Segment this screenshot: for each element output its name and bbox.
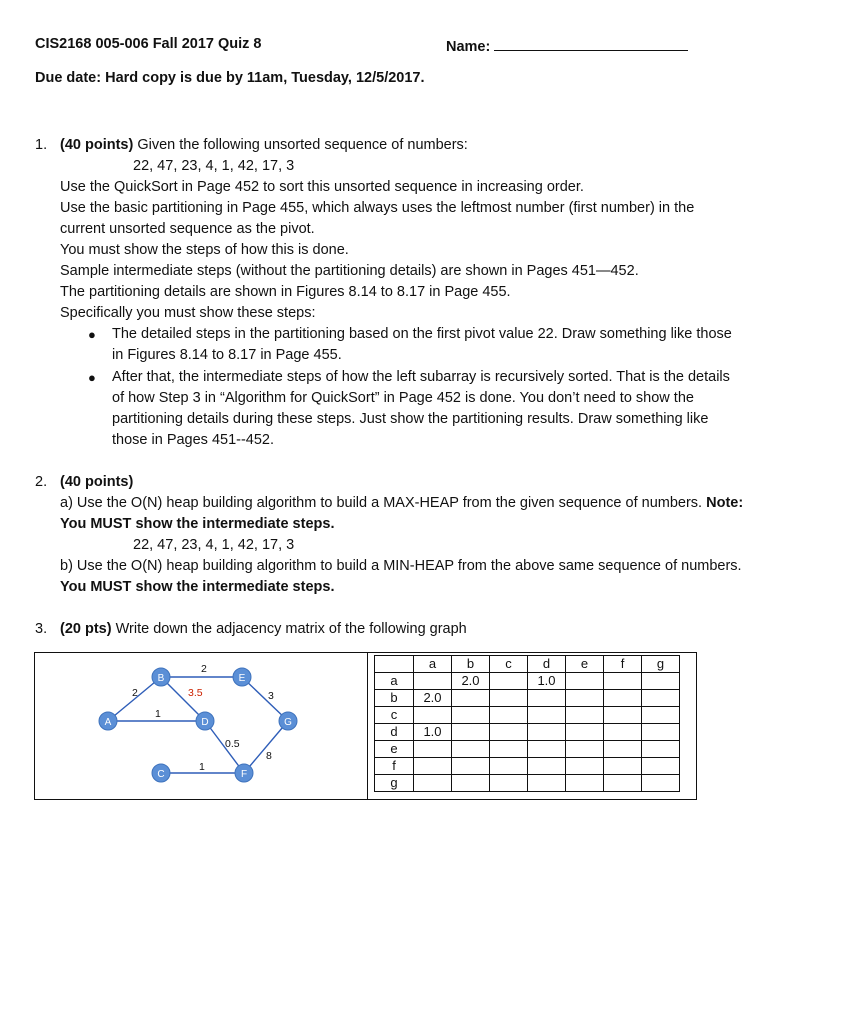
course-title: CIS2168 005-006 Fall 2017 Quiz 8	[35, 36, 262, 52]
node-label-f: F	[240, 769, 248, 780]
matrix-cell[interactable]	[528, 741, 566, 758]
matrix-cell[interactable]	[642, 741, 680, 758]
q2-a-text: a) Use the O(N) heap building algorithm to build a MAX-HEAP from the given sequence of numbers.	[60, 495, 707, 511]
weight-b-e: 2	[201, 663, 207, 675]
matrix-cell[interactable]	[604, 741, 642, 758]
matrix-col-header: f	[604, 656, 642, 673]
q3-desc: Write down the adjacency matrix of the following graph	[111, 621, 467, 637]
matrix-cell[interactable]	[452, 707, 490, 724]
adjacency-matrix	[374, 655, 680, 792]
edge-e-g	[242, 677, 288, 721]
q2-a-line2: You MUST show the intermediate steps.	[60, 516, 335, 532]
bullet-icon: ●	[88, 370, 96, 385]
matrix-cell[interactable]: 1.0	[528, 673, 566, 690]
matrix-cell[interactable]	[528, 690, 566, 707]
q1-bullet1-line: in Figures 8.14 to 8.17 in Page 455.	[112, 347, 342, 363]
bullet-icon: ●	[88, 327, 96, 342]
q1-line: Use the QuickSort in Page 452 to sort this unsorted sequence in increasing order.	[60, 179, 584, 195]
matrix-cell[interactable]	[566, 775, 604, 792]
matrix-cell[interactable]	[604, 758, 642, 775]
matrix-cell[interactable]	[566, 758, 604, 775]
q1-line: Use the basic partitioning in Page 455, which always uses the leftmost number (first number) in the	[60, 200, 695, 216]
weight-b-d: 3.5	[188, 687, 203, 699]
matrix-col-header: d	[528, 656, 566, 673]
matrix-cell[interactable]	[490, 724, 528, 741]
q2-points: (40 points)	[60, 474, 134, 490]
node-label-c: C	[157, 769, 165, 780]
matrix-col-header: a	[414, 656, 452, 673]
matrix-cell[interactable]	[452, 690, 490, 707]
matrix-row-header: c	[375, 707, 414, 724]
q2-b-line2: You MUST show the intermediate steps.	[60, 579, 335, 595]
q1-line: Sample intermediate steps (without the partitioning details) are shown in Pages 451—452.	[60, 263, 639, 279]
node-label-e: E	[238, 673, 246, 684]
matrix-cell[interactable]	[490, 707, 528, 724]
matrix-row-header: d	[375, 724, 414, 741]
matrix-cell[interactable]	[642, 775, 680, 792]
node-label-g: G	[284, 717, 292, 728]
name-label: Name:	[446, 39, 491, 55]
matrix-row	[375, 775, 680, 792]
q1-line: Specifically you must show these steps:	[60, 305, 316, 321]
matrix-row	[375, 690, 680, 707]
matrix-cell[interactable]	[566, 724, 604, 741]
matrix-cell[interactable]	[490, 741, 528, 758]
matrix-row	[375, 758, 680, 775]
matrix-cell[interactable]	[604, 673, 642, 690]
graph-figure	[34, 652, 368, 800]
matrix-cell[interactable]: 2.0	[414, 690, 452, 707]
matrix-cell[interactable]	[566, 741, 604, 758]
weight-e-g: 3	[268, 690, 274, 702]
matrix-cell[interactable]: 1.0	[414, 724, 452, 741]
matrix-cell[interactable]: 2.0	[452, 673, 490, 690]
q2-a-line	[60, 495, 743, 511]
matrix-cell[interactable]	[452, 775, 490, 792]
matrix-cell[interactable]	[490, 690, 528, 707]
q3-number: 3.	[35, 621, 48, 637]
q1-bullet2-line: those in Pages 451--452.	[112, 432, 275, 448]
matrix-row-header: f	[375, 758, 414, 775]
q1-bullet2-line: partitioning details during these steps. Just show the partitioning results. Draw something like	[112, 411, 709, 427]
matrix-cell[interactable]	[414, 741, 452, 758]
q2-number: 2.	[35, 474, 48, 490]
q1-bullet2-line: After that, the intermediate steps of how the left subarray is recursively sorted. That is the details	[112, 369, 730, 385]
matrix-cell[interactable]	[604, 775, 642, 792]
matrix-cell[interactable]	[642, 673, 680, 690]
matrix-cell[interactable]	[566, 690, 604, 707]
q1-line: You must show the steps of how this is done.	[60, 242, 349, 258]
matrix-cell[interactable]	[452, 741, 490, 758]
matrix-col-header: e	[566, 656, 604, 673]
q1-intro	[60, 137, 468, 153]
matrix-row	[375, 724, 680, 741]
matrix-cell[interactable]	[414, 775, 452, 792]
matrix-row	[375, 673, 680, 690]
matrix-cell[interactable]	[528, 724, 566, 741]
node-label-a: A	[104, 717, 112, 728]
q1-bullet1-line: The detailed steps in the partitioning based on the first pivot value 22. Draw something like those	[112, 326, 732, 342]
matrix-row-header: a	[375, 673, 414, 690]
due-date: Due date: Hard copy is due by 11am, Tuesday, 12/5/2017.	[35, 70, 425, 86]
name-field[interactable]	[446, 36, 688, 55]
matrix-col-header: c	[490, 656, 528, 673]
q2-sequence: 22, 47, 23, 4, 1, 42, 17, 3	[133, 537, 295, 553]
weight-g-f: 8	[266, 750, 272, 762]
q3-text	[60, 621, 467, 637]
matrix-col-header: g	[642, 656, 680, 673]
matrix-cell[interactable]	[566, 707, 604, 724]
weight-d-f: 0.5	[225, 738, 240, 750]
q2-b-line: b) Use the O(N) heap building algorithm to build a MIN-HEAP from the above same sequence of numbers.	[60, 558, 742, 574]
matrix-cell[interactable]	[414, 707, 452, 724]
matrix-cell[interactable]	[528, 758, 566, 775]
matrix-row-header: g	[375, 775, 414, 792]
matrix-cell[interactable]	[642, 758, 680, 775]
weight-a-b: 2	[132, 687, 138, 699]
node-label-d: D	[201, 717, 209, 728]
edge-g-f	[244, 721, 288, 773]
q1-bullet2-line: of how Step 3 in “Algorithm for QuickSort” in Page 452 is done. You don’t need to show the	[112, 390, 694, 406]
q1-line: current unsorted sequence as the pivot.	[60, 221, 315, 237]
q1-line: The partitioning details are shown in Figures 8.14 to 8.17 in Page 455.	[60, 284, 511, 300]
matrix-row	[375, 707, 680, 724]
matrix-cell[interactable]	[414, 673, 452, 690]
matrix-cell[interactable]	[490, 758, 528, 775]
matrix-cell[interactable]	[490, 775, 528, 792]
node-label-b: B	[157, 673, 165, 684]
graph-svg	[35, 653, 367, 799]
matrix-cell[interactable]	[642, 724, 680, 741]
matrix-corner-cell	[375, 656, 414, 673]
matrix-cell[interactable]	[414, 758, 452, 775]
name-blank[interactable]	[494, 36, 688, 51]
matrix-cell[interactable]	[642, 707, 680, 724]
matrix-col-header: b	[452, 656, 490, 673]
q3-points: (20 pts)	[60, 621, 112, 637]
q2-a-note: Note:	[706, 495, 744, 511]
q1-points: (40 points)	[60, 137, 134, 153]
matrix-cell[interactable]	[528, 775, 566, 792]
matrix-row-header: b	[375, 690, 414, 707]
edge-a-b	[108, 677, 161, 721]
weight-c-f: 1	[199, 761, 205, 773]
matrix-figure	[366, 652, 697, 800]
q1-number: 1.	[35, 137, 48, 153]
matrix-cell[interactable]	[642, 690, 680, 707]
matrix-cell[interactable]	[604, 690, 642, 707]
matrix-cell[interactable]	[452, 724, 490, 741]
matrix-cell[interactable]	[528, 707, 566, 724]
matrix-cell[interactable]	[604, 724, 642, 741]
matrix-row-header: e	[375, 741, 414, 758]
matrix-cell[interactable]	[604, 707, 642, 724]
q1-intro-text: Given the following unsorted sequence of numbers:	[133, 137, 468, 153]
matrix-cell[interactable]	[490, 673, 528, 690]
matrix-row	[375, 741, 680, 758]
matrix-cell[interactable]	[452, 758, 490, 775]
q1-sequence: 22, 47, 23, 4, 1, 42, 17, 3	[133, 158, 295, 174]
weight-a-d: 1	[155, 708, 161, 720]
matrix-cell[interactable]	[566, 673, 604, 690]
matrix-header-row	[375, 656, 680, 673]
